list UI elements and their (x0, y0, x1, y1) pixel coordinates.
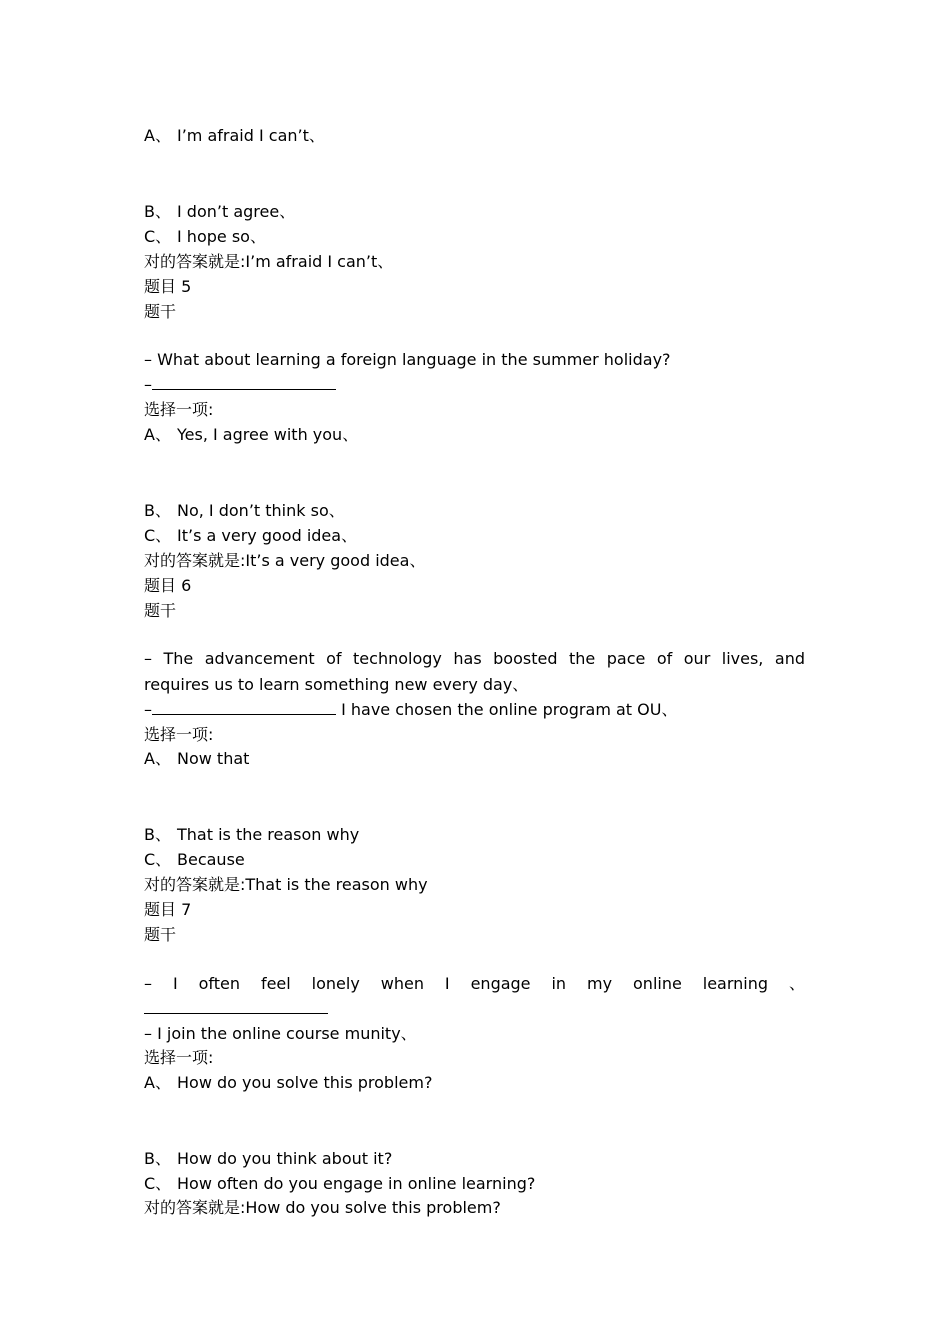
option-b (144, 500, 345, 522)
question-title: 题目 5 (144, 277, 192, 296)
option-text: I’m afraid I can’t、 (177, 126, 325, 145)
correct-answer: 对的答案就是:I’m afraid I can’t、 (144, 252, 394, 271)
option-letter: C、 (144, 850, 172, 869)
option-letter: C、 (144, 526, 172, 545)
option-text: I don’t agree、 (177, 202, 296, 221)
answer-blank-line (144, 998, 328, 1020)
dash: – (144, 375, 152, 394)
blank-continuation: I have chosen the online program at OU、 (336, 700, 678, 719)
stem-label: 题干 (144, 302, 177, 321)
correct-answer: 对的答案就是:It’s a very good idea、 (144, 551, 426, 570)
option-text: How often do you engage in online learning? (177, 1174, 536, 1193)
option-c (144, 525, 357, 547)
question-prompt-line-1: – I often feel lonely when I engage in my online learning 、 (144, 974, 805, 993)
stem-label: 题干 (144, 601, 177, 620)
correct-answer: 对的答案就是:That is the reason why (144, 875, 428, 894)
option-letter: B、 (144, 1149, 171, 1168)
option-text: That is the reason why (177, 825, 360, 844)
option-c (144, 1173, 535, 1195)
option-text: It’s a very good idea、 (177, 526, 358, 545)
option-a (144, 125, 325, 147)
option-letter: A、 (144, 425, 171, 444)
option-letter: C、 (144, 227, 172, 246)
option-letter: B、 (144, 501, 171, 520)
answer-blank (144, 999, 328, 1014)
option-letter: A、 (144, 1073, 171, 1092)
option-letter: A、 (144, 749, 171, 768)
choose-label: 选择一项: (144, 725, 214, 744)
question-prompt-line-1: – The advancement of technology has boosted the pace of our lives, and (144, 649, 805, 668)
option-text: No, I don’t think so、 (177, 501, 345, 520)
option-letter: B、 (144, 202, 171, 221)
option-text: I hope so、 (177, 227, 266, 246)
question-prompt: – What about learning a foreign language in the summer holiday? (144, 350, 671, 369)
option-b (144, 824, 359, 846)
option-text: Because (177, 850, 245, 869)
option-letter: A、 (144, 126, 171, 145)
option-letter: C、 (144, 1174, 172, 1193)
answer-blank (152, 700, 336, 715)
answer-blank-line (144, 374, 336, 396)
option-a (144, 424, 358, 446)
stem-label: 题干 (144, 925, 177, 944)
question-prompt-line-2: requires us to learn something new every day、 (144, 675, 529, 694)
option-a (144, 1072, 432, 1094)
option-text: Now that (177, 749, 250, 768)
option-letter: B、 (144, 825, 171, 844)
option-a (144, 748, 249, 770)
option-c (144, 849, 245, 871)
option-text: How do you solve this problem? (177, 1073, 433, 1092)
answer-blank (152, 375, 336, 390)
option-b (144, 201, 295, 223)
choose-label: 选择一项: (144, 1048, 214, 1067)
question-reply: – I join the online course munity、 (144, 1024, 417, 1043)
option-text: Yes, I agree with you、 (177, 425, 359, 444)
dash: – (144, 700, 152, 719)
correct-answer: 对的答案就是:How do you solve this problem? (144, 1198, 501, 1217)
answer-blank-line (144, 699, 677, 721)
question-title: 题目 6 (144, 576, 192, 595)
choose-label: 选择一项: (144, 400, 214, 419)
option-c (144, 226, 266, 248)
question-title: 题目 7 (144, 900, 192, 919)
option-text: How do you think about it? (177, 1149, 393, 1168)
option-b (144, 1148, 392, 1170)
